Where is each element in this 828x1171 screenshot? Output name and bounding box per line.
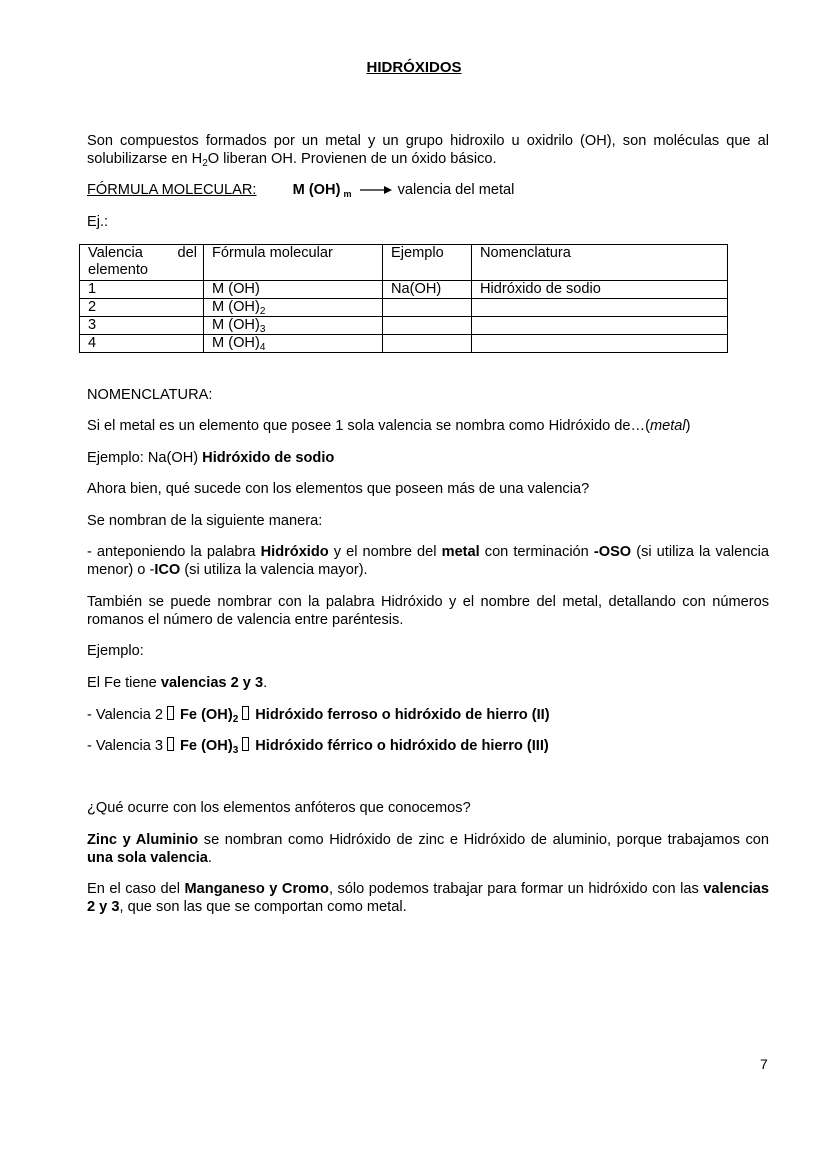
- zinc-a: Zinc y Aluminio: [87, 832, 199, 848]
- anteponiendo-d: metal: [441, 544, 480, 560]
- valencia-2-sub: 2: [232, 714, 239, 725]
- cell-ejemplo: [383, 299, 472, 317]
- valencia-2-name: Hidróxido ferroso o hidróxido de hierro (II): [255, 707, 550, 723]
- cell-formula: [204, 281, 383, 299]
- nomenclatura-heading: NOMENCLATURA:: [87, 387, 213, 403]
- page-title: HIDRÓXIDOS: [366, 59, 462, 76]
- cell-valencia: 3: [80, 317, 204, 335]
- anteponiendo-a: - anteponiendo la palabra: [87, 544, 261, 560]
- ejemplo-label: Ejemplo:: [87, 643, 144, 659]
- cell-ejemplo: [383, 317, 472, 335]
- valencia-3-name: Hidróxido férrico o hidróxido de hierro (III): [255, 738, 549, 754]
- valencia-3-sub: 3: [232, 745, 239, 756]
- anteponiendo-b: Hidróxido: [260, 544, 329, 560]
- table-row: [80, 299, 728, 317]
- zinc-c: una sola valencia: [87, 849, 208, 866]
- formula-description: valencia del metal: [397, 182, 515, 198]
- missing-glyph-icon: [167, 737, 174, 751]
- missing-glyph-icon: [242, 737, 249, 751]
- una-valencia-italic: metal: [649, 418, 686, 434]
- cell-valencia: 4: [80, 335, 204, 353]
- ejemplo-sodio-label: Ejemplo: Na(OH): [87, 450, 203, 466]
- se-nombran-paragraph: Se nombran de la siguiente manera:: [87, 513, 323, 529]
- intro-subscript: 2: [202, 157, 208, 169]
- cell-nomenclatura: Hidróxido de sodio: [472, 281, 728, 299]
- intro-text-2: O liberan OH. Provienen de un óxido básico.: [207, 150, 497, 167]
- valencia-3-formula: [180, 738, 238, 754]
- formula-label: FÓRMULA MOLECULAR:: [87, 182, 257, 198]
- valencia-3-label: - Valencia 3: [87, 738, 163, 754]
- valencia-2-formula-text: Fe (OH): [179, 707, 233, 723]
- formula-expr-text: M (OH): [292, 182, 341, 198]
- cell-ejemplo: [383, 335, 472, 353]
- mn-c: , sólo podemos trabajar para formar un hidróxido con las: [328, 881, 704, 897]
- anfoteros-question: ¿Qué ocurre con los elementos anfóteros que conocemos?: [87, 800, 471, 816]
- arrow-icon: [360, 185, 392, 195]
- header-valencia-word: Valencia: [88, 245, 143, 261]
- valence-table: [79, 244, 728, 353]
- mn-b: Manganeso y Cromo: [184, 881, 329, 897]
- valencia-2-formula: [180, 707, 238, 723]
- formula-line: [87, 182, 769, 200]
- fe-paragraph: [87, 675, 769, 693]
- missing-glyph-icon: [242, 706, 249, 720]
- intro-text-1: Son compuestos formados por un metal y un grupo hidroxilo u oxidrilo (OH), son moléculas que al solubilizarse en H: [87, 133, 769, 167]
- formula-expression: [293, 182, 352, 198]
- anteponiendo-e: con terminación: [479, 544, 594, 560]
- mn-a: En el caso del: [87, 881, 185, 897]
- una-valencia-text: Si el metal es un elemento que posee 1 sola valencia se nombra como Hidróxido de…(: [87, 418, 650, 434]
- table-row: [80, 335, 728, 353]
- header-valencia: [80, 245, 204, 281]
- mn-d: valencias 2 y 3: [87, 881, 770, 915]
- ejemplo-sodio-name: Hidróxido de sodio: [202, 450, 335, 466]
- cell-formula-sub: 4: [259, 342, 266, 353]
- header-nomenclatura: Nomenclatura: [472, 245, 728, 281]
- formula-subscript: m: [343, 189, 352, 199]
- cell-formula: [204, 335, 383, 353]
- zinc-paragraph: [87, 832, 769, 867]
- cell-valencia: 1: [80, 281, 204, 299]
- fe-a: El Fe tiene: [87, 675, 161, 691]
- anteponiendo-h: ICO: [154, 561, 181, 578]
- anteponiendo-g: (si utiliza la valencia menor) o -: [87, 544, 769, 578]
- ej-label: Ej.:: [87, 214, 109, 230]
- cell-formula-text: M (OH): [212, 317, 260, 333]
- cell-formula-text: M (OH): [212, 335, 260, 351]
- header-ejemplo: Ejemplo: [383, 245, 472, 281]
- zinc-b: se nombran como Hidróxido de zinc e Hidróxido de aluminio, porque trabajamos con: [198, 832, 769, 848]
- cell-formula-text: M (OH): [212, 281, 260, 297]
- cell-valencia: 2: [80, 299, 204, 317]
- table-row: [80, 317, 728, 335]
- valencia-2-label: - Valencia 2: [87, 707, 163, 723]
- cell-formula: [204, 299, 383, 317]
- zinc-d: .: [207, 849, 212, 866]
- cell-ejemplo: Na(OH): [383, 281, 472, 299]
- una-valencia-paragraph: [87, 418, 769, 436]
- header-elemento-word: elemento: [88, 262, 149, 278]
- ahora-paragraph: Ahora bien, qué sucede con los elementos que poseen más de una valencia?: [87, 481, 590, 497]
- fe-b: valencias 2 y 3: [160, 675, 264, 691]
- page-number: 7: [760, 1056, 768, 1072]
- ejemplo-sodio-paragraph: [87, 450, 769, 468]
- anteponiendo-paragraph: [87, 544, 769, 579]
- anteponiendo-f: -OSO: [593, 544, 632, 560]
- cell-nomenclatura: [472, 317, 728, 335]
- tambien-paragraph: También se puede nombrar con la palabra Hidróxido y el nombre del metal, detallando con números romanos el número de valencia entre paréntesis.: [87, 594, 769, 628]
- anteponiendo-c: y el nombre del: [328, 544, 442, 560]
- una-valencia-close: ): [685, 418, 691, 434]
- fe-c: .: [263, 675, 268, 691]
- missing-glyph-icon: [167, 706, 174, 720]
- header-formula: Fórmula molecular: [204, 245, 383, 281]
- cell-nomenclatura: [472, 299, 728, 317]
- intro-paragraph: [87, 133, 769, 168]
- cell-formula: [204, 317, 383, 335]
- anteponiendo-i: (si utiliza la valencia mayor).: [180, 561, 368, 578]
- cell-formula-text: M (OH): [212, 299, 260, 315]
- cell-formula-sub: 3: [259, 324, 266, 335]
- valencia-3-line: [87, 737, 769, 756]
- valencia-2-line: [87, 706, 769, 725]
- mn-e: , que son las que se comportan como metal.: [119, 898, 407, 915]
- cell-formula-sub: 2: [259, 306, 266, 317]
- table-row: [80, 281, 728, 299]
- valencia-3-formula-text: Fe (OH): [179, 738, 233, 754]
- header-del-word: del: [177, 245, 197, 261]
- manganeso-paragraph: [87, 881, 769, 916]
- cell-nomenclatura: [472, 335, 728, 353]
- table-header-row: [80, 245, 728, 281]
